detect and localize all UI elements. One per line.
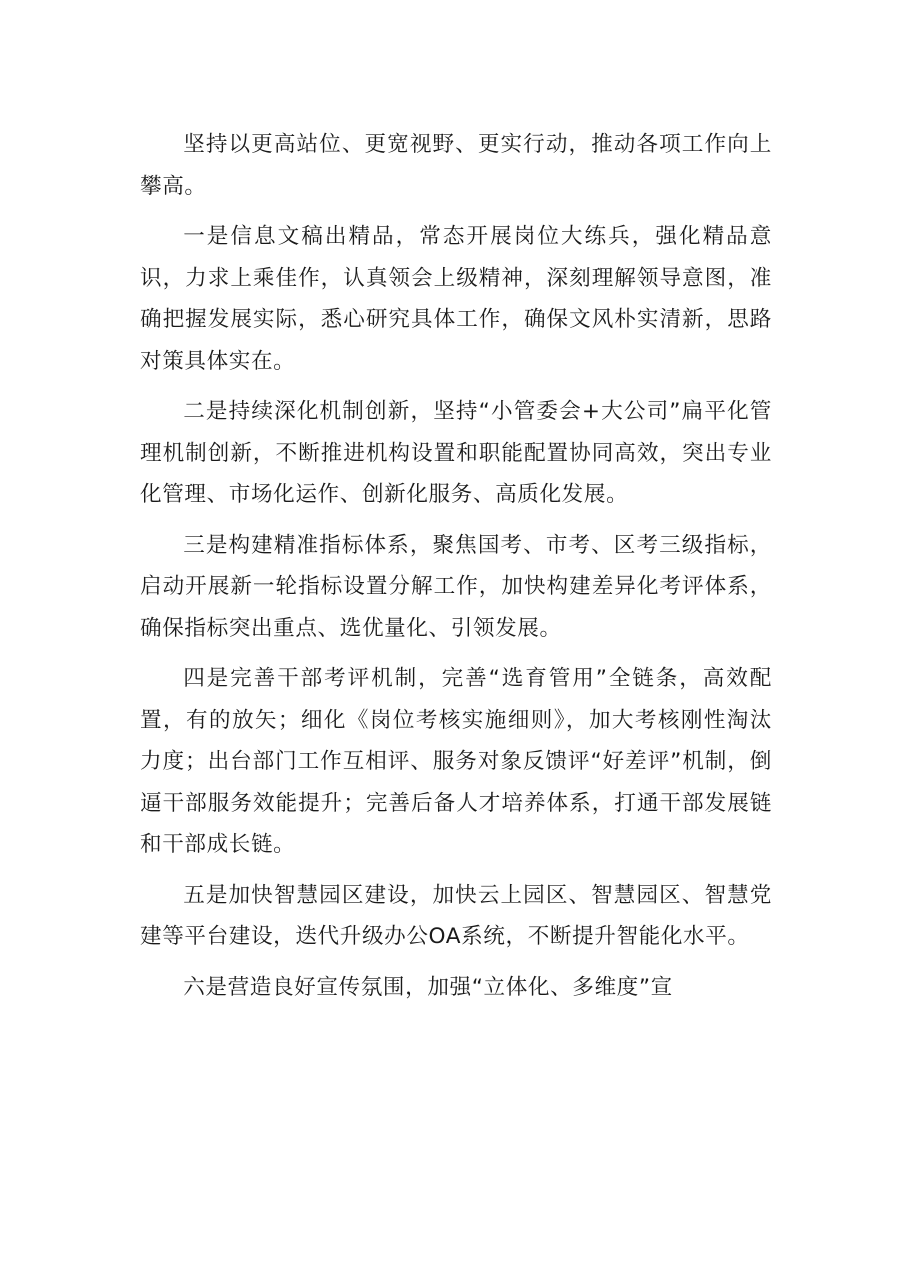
paragraph-item-3: 三是构建精准指标体系，聚焦国考、市考、区考三级指标，启动开展新一轮指标设置分解工作，加快构建差异化考评体系，确保指标突出重点、选优量化、引领发展。 [140, 532, 772, 641]
paragraph-item-5: 五是加快智慧园区建设，加快云上园区、智慧园区、智慧党建等平台建设，迭代升级办公OA系统，不断提升智能化水平。 [140, 882, 772, 949]
paragraph-item-4: 四是完善干部考评机制，完善“选育管用”全链条，高效配置，有的放矢；细化《岗位考核实施细则》，加大考核刚性淘汰力度；出台部门工作互相评、服务对象反馈评“好差评”机制，倒逼干部服务效能提升；完善后备人才培养体系，打通干部发展链和干部成长链。 [140, 666, 772, 857]
paragraph-item-2: 二是持续深化机制创新，坚持“小管委会+大公司”扁平化管理机制创新，不断推进机构设置和职能配置协同高效，突出专业化管理、市场化运作、创新化服务、高质化发展。 [140, 399, 772, 507]
paragraph-item-6: 六是营造良好宣传氛围，加强“立体化、多维度”宣 [183, 974, 673, 1000]
document-body [140, 124, 772, 1017]
paragraph-intro: 坚持以更高站位、更宽视野、更实行动，推动各项工作向上攀高。 [140, 132, 772, 199]
paragraph-item-1: 一是信息文稿出精品，常态开展岗位大练兵，强化精品意识，力求上乘佳作，认真领会上级精神，深刻理解领导意图，准确把握发展实际，悉心研究具体工作，确保文风朴实清新，思路对策具体实在。 [140, 224, 772, 374]
